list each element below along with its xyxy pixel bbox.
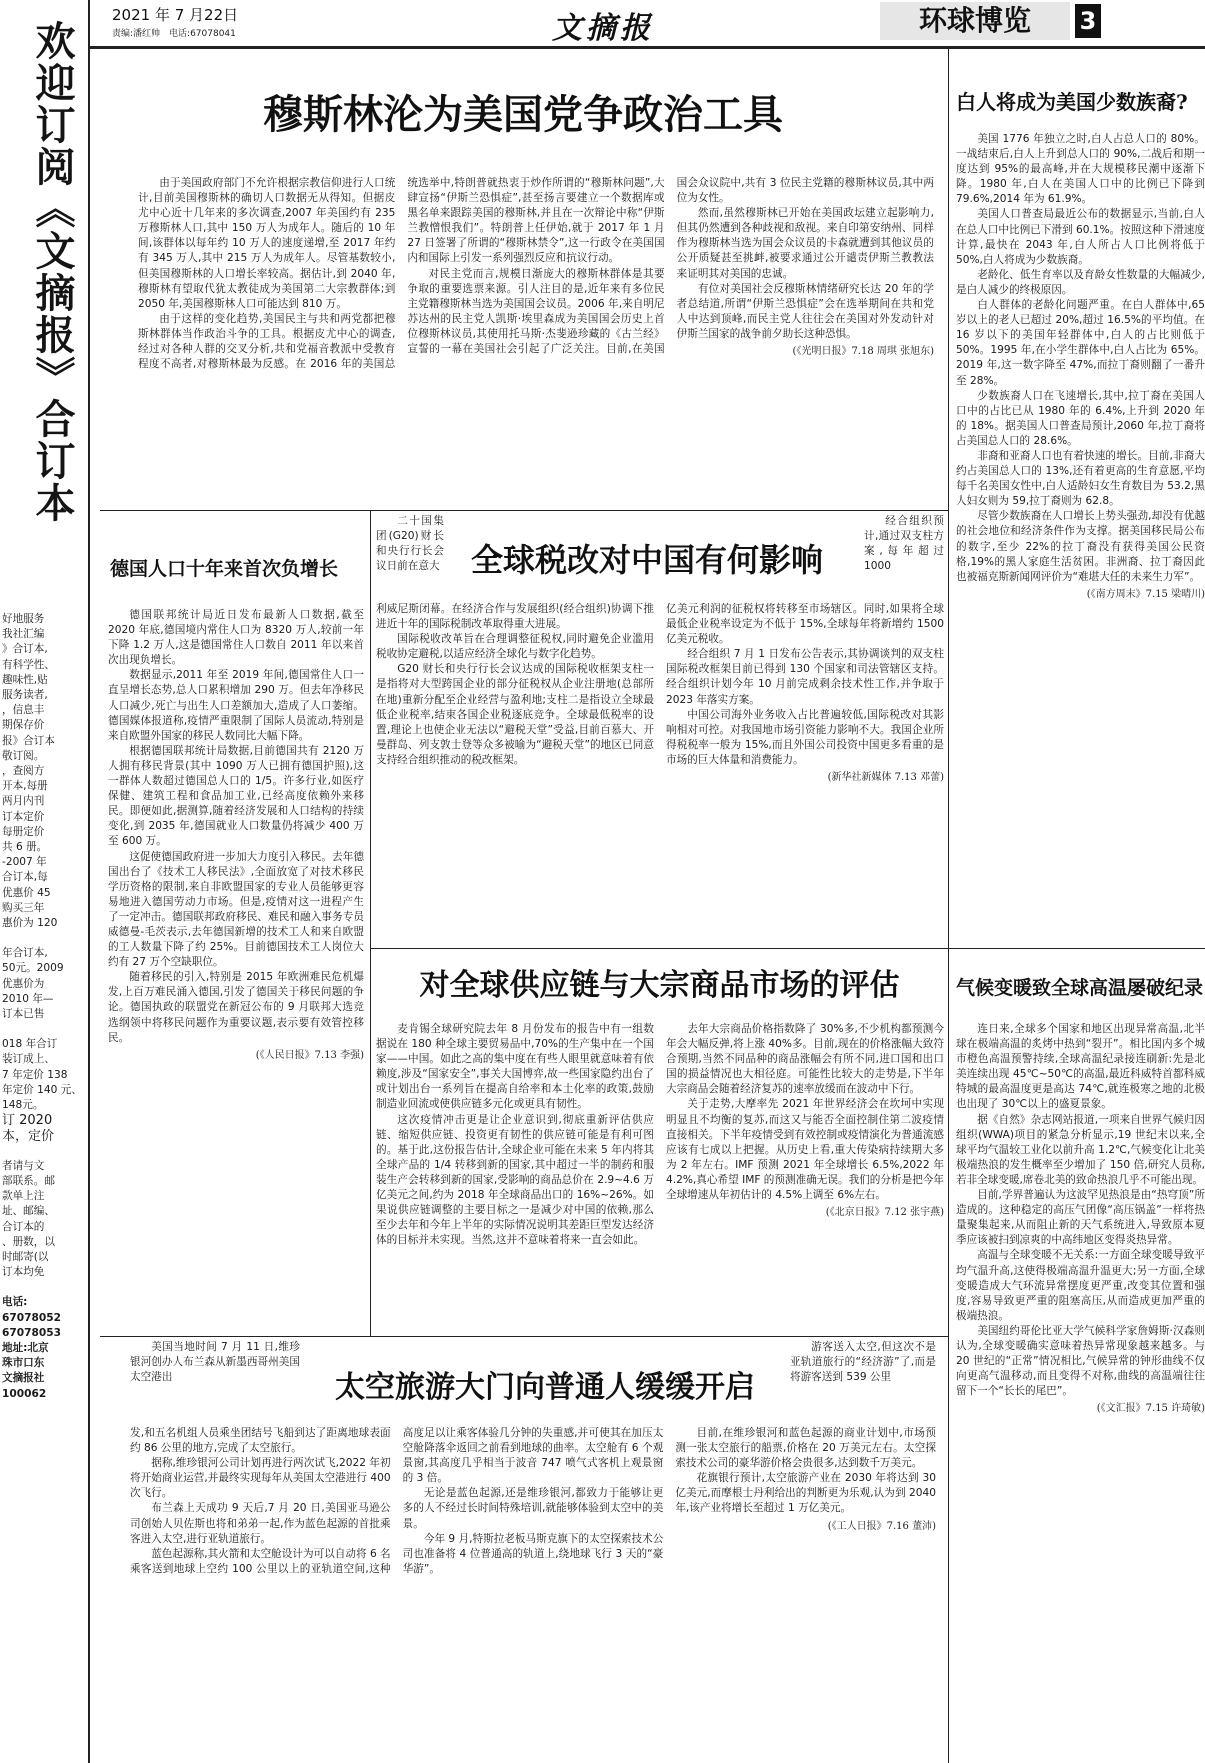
subscription-line: 电话: xyxy=(2,1296,28,1309)
body-germany xyxy=(108,608,364,1332)
paragraph: 目前,在维珍银河和蓝色起源的商业计划中,市场预测一张太空旅行的船票,价格在 20 万美元左右。太空探索技术公司的豪华游价格会贵很多,达到数千万美元。 xyxy=(675,1427,936,1470)
subscription-line: 文摘报社 xyxy=(2,1372,45,1385)
subscription-line: 有科学性、 xyxy=(2,658,55,671)
masthead-logo: 文摘报 xyxy=(552,11,654,46)
header-rule xyxy=(90,46,1205,49)
paragraph: 尽管少数族裔在人口增长上势头强劲,却没有优越的社会地位和经济条件作为支撑。据美国移民局公布的数字,至少 22%的拉丁裔没有获得美国公民资格,19%的黑人家庭生活贫困。非洲裔、拉丁裔因此也被福克斯新闻网评价为“难堪大任的未来生力军”。 xyxy=(956,510,1205,583)
subscription-line: 地址:北京 xyxy=(2,1341,49,1354)
article-supply xyxy=(372,950,947,1334)
subscription-line: 合订本,每 xyxy=(2,871,48,884)
headline-climate: 气候变暖致全球高温屡破纪录 xyxy=(956,977,1204,999)
subscription-line: 惠价为 120 xyxy=(2,917,58,930)
subscription-line xyxy=(2,1280,86,1295)
paragraph: 据《自然》杂志网站报道,一项来自世界气候归因组织(WWA)项目的紧急分析显示,19 世纪末以来,全球平均气温较工业化以前升高 1.2℃,气候变化让北美极端热浪的发生概率至少增加了 150 倍,研究人员称,若非全球变暖,席卷北美的致命热浪几乎不可能出现。 xyxy=(956,1113,1205,1186)
paragraph: 经合组织 7 月 1 日发布公告表示,其协调谈判的双支柱国际税改框架目前已得到 130 个国家和司法管辖区支持。经合组织计划今年 10 月前完成剩余技术性工作,并争取于 2023 年落实方案。 xyxy=(666,648,944,706)
subscription-line: 50元。2009 xyxy=(2,962,64,975)
subscription-line: -2007 年 xyxy=(2,856,47,869)
paragraph: 亿美元利润的征税权将转移至市场辖区。同时,如果将全球最低企业税率设定为不低于 15%,全球每年将新增约 1500 亿美元税收。 xyxy=(666,603,944,646)
source-credit: (《北京日报》7.12 张宇燕) xyxy=(825,1207,944,1219)
subscription-line: 优惠价为 xyxy=(2,977,45,990)
subscription-line: 珠市口东 xyxy=(2,1357,45,1370)
subscription-line: 我社汇编 xyxy=(2,628,45,641)
paragraph: 去年大宗商品价格指数降了 30%多,不少机构都预测今年会大幅反弹,将上涨 40%多。目前,现在的价格涨幅大致符合预期,当然不同品种的商品涨幅会有所不同,进口国和出口国的损益情况也大相径庭。可能性比较大的走势是,下半年大宗商品会随着经济复苏的速率放缓而在波动中下行。 xyxy=(666,1023,944,1096)
subscription-line xyxy=(2,931,86,946)
paragraph: 然而,虽然穆斯林已开始在美国政坛建立起影响力,但其仍然遭到各种歧视和敌视。来自印第安纳州、同样作为穆斯林当选为国会众议员的卡森就遭到其他议员的公开质疑甚至挑衅,被要求通过公开谴责伊斯兰教教法来证明其对美国的忠诚。 xyxy=(676,207,934,280)
page-header xyxy=(100,0,1205,46)
page-number: 3 xyxy=(1075,4,1101,38)
paragraph: 白人群体的老龄化问题严重。在白人群体中,65 岁以上的老人已超过 20%,超过 16.5%的平均值。在 16 岁以下的美国年轻群体中,白人的占比则低于 50%。1995 年,在小学生群体中,白人占比为 65%。2019 年,这一数字降至 47%,而拉丁裔则翻了一番升至 28%。 xyxy=(956,299,1205,387)
subscription-line: 100062 xyxy=(2,1387,47,1400)
paragraph: 这次疫情冲击更是让企业意识到,彻底重新评估供应链、缩短供应链、投资更有韧性的供应链可能是有利可图的。基于此,这份报告估计,全球企业可能在未来 5 年内将其全球产品的 1/4 转移到新的国家,其中超过一半的制药和服装生产会转移到新的国家,受影响的商品总价在 2.9~4.6 万亿美元之间,约为 2018 年全球商品出口的 16%~26%。如果说供应链调整的主要目标之一是减少对中国的依赖,那么至少去年和今年上半年的实际情况说明其差距巨型发达经济体的目标并未实现。当然,这并不意味着将来一直会如此。 xyxy=(376,1113,654,1247)
tax-lead-left xyxy=(376,514,444,598)
paragraph: 经合组织预计,通过双支柱方案,每年超过 1000 xyxy=(864,515,944,573)
subscription-line: 开本,每册 xyxy=(2,780,48,793)
tax-lead-right xyxy=(864,514,944,598)
paragraph: 这促使德国政府进一步加大力度引入移民。去年德国出台了《技术工人移民法》,全面放宽了对技术移民学历资格的限制,来自非欧盟国家的专业人员能够更容易地进入德国劳动力市场。但是,疫情对这一进程产生了一定冲击。德国联邦政府移民、难民和融入事务专员威德曼-毛茨表示,去年德国新增的技术工人和来自欧盟的工人数量下降了约 25%。目前德国技术工人岗位大约有 27 万个空缺职位。 xyxy=(108,850,364,969)
paragraph: 由于美国政府部门不允许根据宗教信仰进行人口统计,目前美国穆斯林的确切人口数据无从得知。但据皮尤中心近十几年来的多次调查,2007 年美国约有 235 万穆斯林人口,其中 150 万人为成年人。随后的 10 年间,该群体以每年约 10 万人的速度递增,至 2017 年约有 345 万人,其中 215 万人为成年人。尽管基数较小,但美国穆斯林的人口增长率较高。据估计,到 2040 年,穆斯林有望取代犹太教徒成为美国第二大宗教群体;到 2050 年,美国穆斯林人口可能达到 810 万。 xyxy=(138,177,396,310)
paragraph: 二十国集团(G20)财长和央行行长会议日前在意大 xyxy=(376,515,444,573)
body-tax xyxy=(376,602,944,946)
headline-space: 太空旅游大门向普通人缓缓开启 xyxy=(335,1370,755,1405)
paragraph: 中国公司海外业务收入占比普遍较低,国际税改对其影响相对可控。对我国地市场引资能力影响不大。我国企业所得税税率一般为 15%,而且外国公司投资中国更多看重的是市场的巨大体量和消费能力。 xyxy=(666,708,944,766)
article-tax xyxy=(372,512,947,946)
subscription-line: 订本已售 xyxy=(2,1008,45,1021)
space-lead-right xyxy=(790,1340,936,1424)
paragraph: 无论是蓝色起源,还是维珍银河,都致力于能够让更多的人不经过长时间特殊培训,就能够体验到太空中的美景。 xyxy=(402,1487,664,1530)
paragraph: 美国当地时间 7 月 11 日,维珍银河创办人布兰森从新墨西哥州美国太空港出 xyxy=(130,1341,300,1384)
left-strip-border xyxy=(88,0,90,1763)
subscription-line: 7 年定价 138 xyxy=(2,1068,68,1081)
article-muslim xyxy=(100,52,946,508)
paragraph: 美国 1776 年独立之时,白人占总人口的 80%。一战结束后,白人上升到总人口的 90%,二战后和期一度达到 95%的最高峰,并在大规模移民潮中逐渐下降。1980 年,白人在美国人口中的比例已下降到 79.6%,2014 年为 61.9%。 xyxy=(956,133,1205,206)
subscription-line: 2010 年— xyxy=(2,992,54,1005)
paragraph: 今年 9 月,特斯拉老板马斯克旗下的太空探索技术公司也准备将 4 位普通高的轨道上,绕地球飞行 3 天的“豪华游”。 xyxy=(402,1532,664,1575)
subscription-line: 订本均免 xyxy=(2,1266,45,1279)
headline-white: 白人将成为美国少数族裔? xyxy=(956,90,1188,114)
subscription-line: 购买三年 xyxy=(2,901,45,914)
section-title: 环球博览 xyxy=(880,2,1070,40)
paragraph: 德国联邦统计局近日发布最新人口数据,截至 2020 年底,德国境内常住人口为 8320 万人,较前一年下降 1.2 万人,这是德国常住人口数自 2011 年以来首次出现负增长。 xyxy=(108,609,364,667)
paragraph: 根据德国联邦统计局数据,目前德国共有 2120 万人拥有移民背景(其中 1090 万人已拥有德国护照),这一群体人数超过德国总人口的 1/5。许多行业,如医疗保健、建筑工程和食品加工业,已经高度依赖外来移民。即便如此,据测算,随着经济发展和人口结构的持续变化,到 2035 年,德国就业人口数量仍将减少 400 万至 600 万。 xyxy=(108,744,364,848)
paragraph: 高温与全球变暖不无关系:一方面全球变暖导致平均气温升高,这使得极端高温升温更大;另一方面,全球变暖造成大气环流异常摆度更严重,改变其位置和强度,容易导致更严重的阻塞高压,从而造成更加严重的极端热浪。 xyxy=(956,1249,1205,1322)
subscription-line: 67078053 xyxy=(2,1326,61,1339)
editor-line: 责编:潘红帅 电话:67078041 xyxy=(112,29,236,39)
article-white xyxy=(950,52,1205,946)
subscription-line: 本，定价 xyxy=(2,1128,55,1144)
subscription-line: 共 6 册。 xyxy=(2,841,48,854)
body-white xyxy=(956,132,1205,944)
paragraph: 数据显示,2011 年至 2019 年间,德国常住人口一直呈增长态势,总人口累积增加 290 万。但去年净移民人口减少,死亡与出生人口差额加大,造成了人口萎缩。德国媒体报道称,疫情严重限制了国际人员流动,特别是来自欧盟外国家的移民人数同比大幅下降。 xyxy=(108,669,364,742)
paragraph: 关于走势,大摩率先 2021 年世界经济会在坎坷中实现明显且不均衡的复苏,而这又与能否全面控制住第二波疫情直接相关。下半年疫情受到有效控制或疫情演化为普通流感应该有七成以上把握。从历史上看,重大传染病持续期大多为 2 年左右。IMF 预测 2021 年全球增长 6.5%,2022 年 4.2%,真心希望 IMF 的预测准确无误。我们的分析是把今年全球增速从年初估计的 4.5%上调至 6%左右。 xyxy=(666,1098,944,1202)
paragraph: 发,和五名机组人员乘坐团结号飞船到达了距离地球表面约 86 公里的地方,完成了太空旅行。 xyxy=(130,1427,391,1455)
subscription-line: 优惠价 45 xyxy=(2,886,51,899)
paragraph: 游客送入太空,但这次不是亚轨道旅行的“经济游”了,而是将游客送到 539 公里 xyxy=(790,1341,936,1384)
source-credit: (《工人日报》7.16 董沛) xyxy=(827,1520,936,1532)
paragraph: 有位对美国社会反穆斯林情绪研究长达 20 年的学者总结道,所谓“伊斯兰恐惧症”会在选举期间在共和党人中达到顶峰,而民主党人往往会在美国对外发动针对伊斯兰国家的战争前夕助长这种恐惧。 xyxy=(676,282,934,340)
subscription-line: 款单上注 xyxy=(2,1190,45,1203)
subscription-line: ，信息丰 xyxy=(2,704,45,717)
subscription-line: 时邮寄(以 xyxy=(2,1250,49,1263)
subscription-line: 址、邮编、 xyxy=(2,1205,55,1218)
subscription-line: 部联系。邮 xyxy=(2,1174,55,1187)
paragraph: 连日来,全球多个国家和地区出现异常高温,北半球在极端高温的炙烤中热到“裂开”。相比国内多个城市橙色高温预警持续,全球高温纪录接连刷新:先是北美连续出现 45℃~50℃的高温,最近科威特首都科威特城的最高温度更是高达 74℃,就连极寒之地的北极也出现了 30℃以上的盛夏景象。 xyxy=(956,1023,1205,1111)
paragraph: 随着移民的引入,特别是 2015 年欧洲难民危机爆发,上百万难民涌入德国,引发了德国关于移民问题的争论。德国执政的联盟党在新冠公布的 9 月联邦大选竞选纲领中将移民问题作为重要议题,表示要有效管控移民。 xyxy=(108,971,364,1044)
subscription-line: 》合订本, xyxy=(2,643,48,656)
source-credit: (《光明日报》7.18 周琪 张旭东) xyxy=(792,346,934,358)
subscription-line: 每册定价 xyxy=(2,825,45,838)
paragraph: 花旗银行预计,太空旅游产业在 2030 年将达到 30 亿美元,而摩根士丹利给出的判断更为乐观,认为到 2040 年,该产业将增长至超过 1 万亿美元。 xyxy=(675,1472,936,1515)
subscription-line xyxy=(2,1022,86,1037)
subscription-line: 年定价 140 元、 xyxy=(2,1083,82,1096)
divider-muslim-bottom xyxy=(100,510,948,511)
space-lead-left xyxy=(130,1340,300,1424)
subscription-line: 装订成上、 xyxy=(2,1053,55,1066)
paragraph: 非裔和亚裔人口也有着快速的增长。目前,非裔大约占美国总人口的 13%,还有着更高的生育意愿,平均每千名美国女性中,白人适龄妇女生育数目为 53.2,黑人妇女则为 59,拉丁裔则为 62.8。 xyxy=(956,449,1205,508)
right-column-divider xyxy=(948,49,949,1763)
paragraph: 目前,学界普遍认为这波罕见热浪是由“热穹顶”所造成的。这种稳定的高压气团像“高压锅盖”一样将热量聚集起来,从而阻止新的天气系统进入,导致原本夏季应该被扫到凉爽的中高纬地区变得炎热异常。 xyxy=(956,1189,1205,1247)
subscription-line: 两月内刊 xyxy=(2,795,45,808)
subscription-line: 服务读者, xyxy=(2,689,48,702)
divider-germany-right xyxy=(370,511,371,1336)
headline-germany: 德国人口十年来首次负增长 xyxy=(110,558,339,580)
paragraph: 麦肯锡全球研究院去年 8 月份发布的报告中有一组数据说在 180 种全球主要贸易品中,70%的生产集中在一个国家——中国。如此之高的集中度在有些人眼里就意味着有依赖度,涉及“国家安全”,事关大国博弈,故一些国家隐约出台了或计划出台一系列旨在提高自给率和本土化率的政策,鼓励制造业回流或使供应链多元化或更具有韧性。 xyxy=(376,1023,654,1111)
body-space xyxy=(130,1426,936,1760)
subscription-line: 67078052 xyxy=(2,1311,61,1324)
divider-space-top xyxy=(100,1336,948,1337)
subscription-title: 欢迎订阅《文摘报》合订本 xyxy=(29,20,76,524)
subscription-line: 合订本的 xyxy=(2,1220,45,1233)
article-germany xyxy=(100,512,368,1334)
divider-white-bottom xyxy=(949,948,1205,949)
subscription-line: ，查阅方 xyxy=(2,765,45,778)
divider-tax-bottom xyxy=(371,948,948,949)
headline-tax: 全球税改对中国有何影响 xyxy=(470,541,823,579)
source-credit: (《文汇报》7.15 许琦敏) xyxy=(1096,1403,1205,1415)
paragraph: 利威尼斯闭幕。在经济合作与发展组织(经合组织)协调下推进近十年的国际税制改革取得重大进展。 xyxy=(376,603,654,631)
headline-supply: 对全球供应链与大宗商品市场的评估 xyxy=(419,968,900,1003)
paragraph: 少数族裔人口在飞速增长,其中,拉丁裔在美国人口中的占比已从 1980 年的 6.4%,上升到 2020 年的 18%。据美国人口普查局预计,2060 年,拉丁裔将占美国总人口的 28.6%。 xyxy=(956,389,1205,447)
source-credit: (《人民日报》7.13 李强) xyxy=(255,1049,364,1061)
article-climate xyxy=(950,950,1205,1763)
subscription-line xyxy=(2,1144,86,1159)
paragraph: 国际税收改革旨在合理调整征税权,同时避免企业滥用税收协定避税,以适应经济全球化与数字化趋势。 xyxy=(376,633,654,661)
subscription-line: 好地服务 xyxy=(2,613,45,625)
issue-date: 2021 年 7 月22日 xyxy=(112,6,239,24)
paragraph: 美国人口普查局最近公布的数据显示,当前,白人在总人口中比例已下滑到 60.1%。按照这种下滑速度计算,最快在 2043 年,白人所占人口比例将低于 50%,白人将成为少数族裔。 xyxy=(956,208,1205,266)
subscription-line: 者请与文 xyxy=(2,1159,45,1172)
source-credit: (《南方周末》7.15 梁晴川) xyxy=(1086,588,1205,600)
paragraph: 据称,维珍银河公司计划再进行两次试飞,2022 年初将开始商业运营,并最终实现每年从美国太空港进行 400 次飞行。 xyxy=(130,1457,391,1500)
body-climate xyxy=(956,1022,1205,1760)
paragraph: 布兰森上天成功 9 天后,7 月 20 日,美国亚马逊公司创始人贝佐斯也将和弟弟一起,作为蓝色起源的首批乘客进入太空,进行亚轨道旅行。 xyxy=(130,1502,391,1545)
subscription-text xyxy=(2,612,86,1757)
body-supply xyxy=(376,1022,944,1332)
subscription-line: 148元。 xyxy=(2,1099,44,1112)
paragraph: 对民主党而言,规模日渐庞大的穆斯林群体是其要争取的重要选票来源。引人注目的是,近年来有多位民主党籍穆斯林当选为美国国会议员。2006 年,来自明尼苏达州的民主党人凯斯·埃里森成为美国国会历史上首位穆斯林议员,其使用托马斯·杰斐逊珍藏的《古兰经》宣誓的一幕在美国社会引起了广泛关注。目前,在美国国会众议院中,共有 3 位民主党籍的穆斯林议员,其中两位为女性。 xyxy=(407,177,934,356)
subscription-line: 年合订本, xyxy=(2,947,48,960)
body-muslim xyxy=(138,176,934,506)
article-space xyxy=(100,1338,946,1763)
subscription-line: 订本定价 xyxy=(2,810,45,823)
source-credit: (新华社新媒体 7.13 邓蕾) xyxy=(827,772,944,784)
paragraph: 由于这样的变化趋势,美国民主与共和两党都把穆斯林群体当作政治斗争的工具。根据皮尤中心的调查,经过对各种人群的交叉分析,共和党福音教派中受教育程度不高者,对穆斯林最为反感。在 2016 年的美国总统选举中,特朗普就热衷于炒作所谓的“穆斯林问题”,大肆宣扬“伊斯兰恐惧症”,甚至扬言要建立一个数据库或黑名单来跟踪美国的穆斯林,并且在一次辩论中称“伊斯兰教憎恨我们”。特朗普上任伊始,就于 2017 年 1 月 27 日签署了所谓的“穆斯林禁令”,这一行政令在美国国内和国际上引发一系列强烈反应和抗议行动。 xyxy=(138,177,665,371)
headline-muslim: 穆斯林沦为美国党争政治工具 xyxy=(263,91,783,138)
paragraph: 美国纽约哥伦比亚大学气候科学家詹姆斯·汉森则认为,全球变暖确实意味着热异常现象越来越多。与 20 世纪的“正常”情况相比,气候异常的钟形曲线不仅向更高气温移动,而且变得不对称,曲线的高温端往往留下一个“长长的尾巴”。 xyxy=(956,1324,1205,1398)
paragraph: G20 财长和央行行长会议达成的国际税收框架支柱一是指将对大型跨国企业的部分征税权从企业注册地(总部所在地)重新分配至企业经营与盈利地;支柱二是指设立全球最低企业税率,结束各国企业税逐底竞争。全球最低税率的设置,理论上也使企业无法以“避税天堂”受益,目前百慕大、开曼群岛、列支敦士登等众多被喻为“避税天堂”的地区已同意支持经合组织推动的税改框架。 xyxy=(376,663,654,766)
subscription-line: 订 2020 xyxy=(2,1113,53,1129)
subscription-line: 、册数，以 xyxy=(2,1235,55,1248)
subscription-line: 报》合订本 xyxy=(2,734,55,747)
paragraph: 老龄化、低生育率以及育龄女性数量的大幅减少,是白人减少的终极原因。 xyxy=(956,268,1205,296)
subscription-line: 敬订阅。 xyxy=(2,749,45,762)
subscription-line: 018 年合订 xyxy=(2,1038,58,1051)
paragraph: 蓝色起源称,其火箭和太空舱设计为可以自动将 6 名乘客送到地球上空约 100 公里以上的亚轨道空间,这种高度足以让乘客体验几分钟的失重感,并可使其在加压太空舱降落伞返回之前看到地球的曲率。太空舱有 6 个观景窗,其高度几乎相当于波音 747 喷气式客机上观景窗的 3 倍。 xyxy=(130,1427,664,1575)
subscription-line: 期保存价 xyxy=(2,719,45,732)
subscription-line: 趣味性,贴 xyxy=(2,673,48,686)
